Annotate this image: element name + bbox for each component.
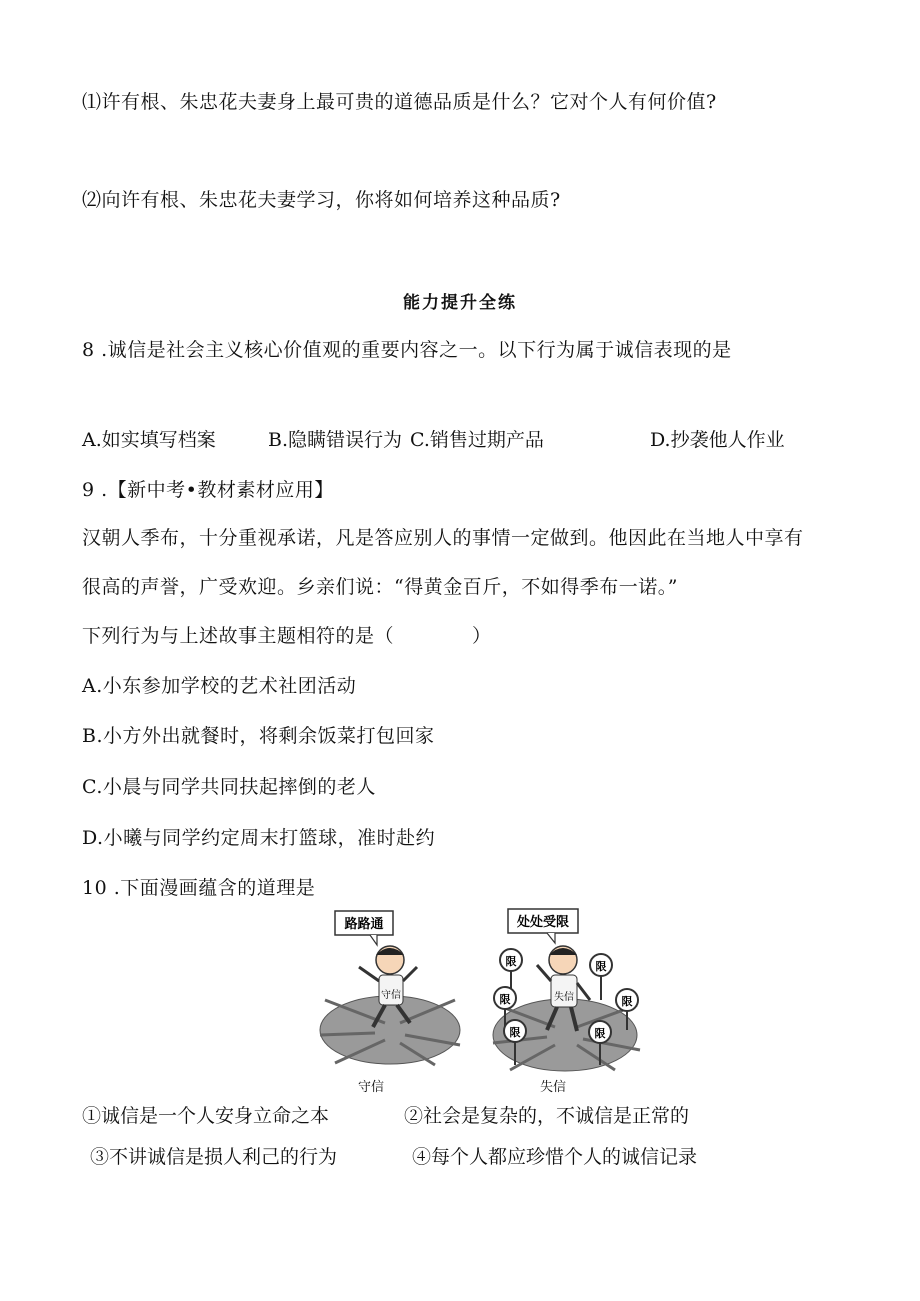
right-bubble-text: 处处受限 — [516, 915, 570, 930]
q8-stem: 8 .诚信是社会主义核心价值观的重要内容之一。以下行为属于诚信表现的是 — [82, 339, 732, 361]
svg-text:限: 限 — [505, 955, 517, 968]
q8-option-a: A.如实填写档案 — [82, 429, 216, 451]
right-caption: 失信 — [540, 1080, 567, 1095]
left-badge-text: 守信 — [381, 990, 401, 1001]
q8-option-c: C.销售过期产品 — [410, 429, 544, 451]
q9-option-a: A.小东参加学校的艺术社团活动 — [82, 675, 357, 697]
svg-text:限: 限 — [595, 960, 607, 973]
q10-statement-1: ①诚信是一个人安身立命之本 — [82, 1105, 330, 1127]
q10-statement-3: ③不讲诚信是损人利己的行为 — [90, 1146, 338, 1168]
q9-option-b: B.小方外出就餐时，将剩余饭菜打包回家 — [82, 725, 435, 747]
q10-statement-2: ②社会是复杂的，不诚信是正常的 — [404, 1105, 690, 1127]
q9-question: 下列行为与上述故事主题相符的是（ ） — [82, 625, 492, 647]
svg-text:限: 限 — [509, 1026, 521, 1039]
left-caption: 守信 — [358, 1080, 385, 1095]
q10-stem: 10 .下面漫画蕴含的道理是 — [82, 877, 316, 899]
q9-passage-line-2: 很高的声誉，广受欢迎。乡亲们说：“得黄金百斤，不如得季布一诺。” — [82, 576, 678, 598]
q7-sub-question-2: ⑵向许有根、朱忠花夫妻学习，你将如何培养这种品质? — [82, 189, 561, 211]
q8-option-d: D.抄袭他人作业 — [650, 429, 785, 451]
q9-stem: 9 .【新中考•教材素材应用】 — [82, 479, 334, 501]
restriction-sign-2 — [590, 954, 612, 1000]
q8-option-b: B.隐瞒错误行为 — [268, 429, 403, 451]
svg-text:限: 限 — [499, 993, 511, 1006]
q10-statement-4: ④每个人都应珍惜个人的诚信记录 — [412, 1146, 698, 1168]
comic-svg — [315, 905, 645, 1095]
q9-option-c: C.小晨与同学共同扶起摔倒的老人 — [82, 776, 376, 798]
q9-passage-line-1: 汉朝人季布，十分重视承诺，凡是答应别人的事情一定做到。他因此在当地人中享有 — [82, 527, 804, 549]
svg-text:限: 限 — [594, 1027, 606, 1040]
q7-sub-question-1: ⑴许有根、朱忠花夫妻身上最可贵的道德品质是什么？它对个人有何价值? — [82, 91, 717, 113]
left-bubble-text: 路路通 — [344, 917, 384, 932]
right-badge-text: 失信 — [554, 992, 574, 1003]
svg-text:限: 限 — [621, 995, 633, 1008]
comic-illustration — [315, 905, 645, 1095]
section-title: 能力提升全练 — [403, 293, 517, 313]
q9-option-d: D.小曦与同学约定周末打篮球，准时赴约 — [82, 827, 436, 849]
